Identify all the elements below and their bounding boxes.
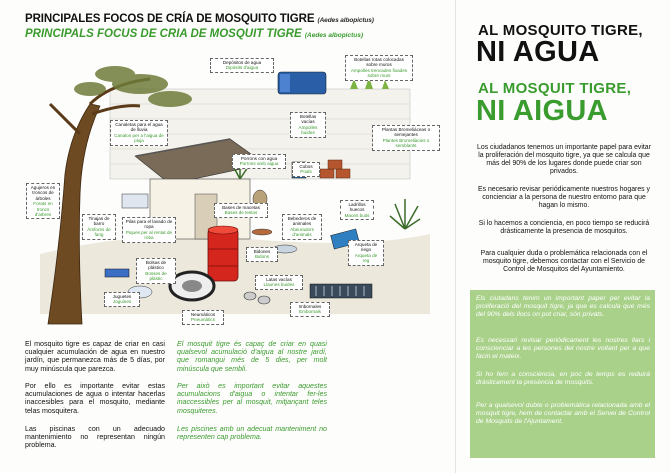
title-catalan-sub: (Aedes albopictus) xyxy=(304,32,364,39)
label-bromeliads: Plantas Bromeliáceas o semejantes Plantes Bromeliàcies o semblants xyxy=(372,125,440,151)
red-drum xyxy=(208,229,238,281)
label-water-tanks: Depósitos de agua Dipòsits d'aigua xyxy=(210,58,274,73)
garden-illustration xyxy=(20,44,440,334)
right-paragraph-es-3: Si lo hacemos a conciencia, en poco tiempo se reducirá drásticamente la presencia de mosquitos. xyxy=(478,220,650,235)
right-paragraph-ca-4: Per a qualsevol dubte o problemàtica relacionada amb el mosquit tigre, hem de contactar amb el Servei de Control de Mosquits de l'Ajuntament. xyxy=(476,402,650,425)
title-spanish xyxy=(25,13,374,25)
label-hollow-bricks: Ladrillos huecos Maons buits xyxy=(340,200,374,220)
label-drums: Bidones Bidons xyxy=(246,247,278,262)
left-paragraph-ca-3: Les piscines amb un adecuat manteniment no representen cap problema. xyxy=(177,425,327,442)
title-catalan xyxy=(25,28,363,40)
label-empty-cans: Latas vacías Llaunes buides xyxy=(255,275,303,290)
label-pot-bases: Bases de macetas Bases de testos xyxy=(214,203,268,218)
left-paragraph-es-2: Por ello es importante evitar estas acumulaciones de agua o intentar hacerlas inaccesibles para el mosquito, mediante telas mosquitera. xyxy=(25,382,165,415)
label-empty-bottles: Botellas vacías Ampolles buides xyxy=(290,112,326,138)
label-plastic-bags: Bolsas de plástico Bosses de plàstic xyxy=(136,258,176,284)
wash-sink xyxy=(122,194,148,208)
right-paragraph-ca-2: Es necessari revisar periòdicament les nostres llars i conscienciar a les persones del nostre voltant per a que facin el mateix. xyxy=(476,337,650,360)
title-spanish-main: PRINCIPALES FOCOS DE CRÍA DE MOSQUITO TIGRE xyxy=(25,13,315,25)
right-paragraph-ca-3: Si ho fem a consciència, en poc de temps es reduirà dràsticament la presència de mosquits. xyxy=(476,371,650,386)
left-paragraph-es-3: Las piscinas con un adecuado mantenimiento no representan ningún problema. xyxy=(25,425,165,450)
right-paragraph-es-2: Es necesario revisar periódicamente nuestros hogares y concienciar a la persona de nuestro entorno para que hagan lo mismo. xyxy=(478,186,650,209)
toy xyxy=(105,269,129,277)
label-broken-bottles: Botellas rotas colocadas sobre muros Ampolles trencades fixades sobre murs xyxy=(345,55,413,81)
label-buckets: Cubos Poals xyxy=(292,162,320,177)
headline-ca-line2: NI AIGUA xyxy=(476,95,608,127)
label-clay-jars: Tinajas de barro Àmfores de fang xyxy=(82,214,116,240)
label-tyres: Neumáticos Pneumàtics xyxy=(182,310,224,325)
label-toys: Juguetes Joguines xyxy=(104,292,140,307)
label-tree-holes: Agujeros en troncos de árboles Forats en troncs d'arbres xyxy=(26,183,60,219)
label-animal-troughs: Bebederos de animales Abeuradors d'animals xyxy=(282,214,322,240)
left-paragraph-ca-2: Per això es important evitar aquestes acumulacions d'aigua o intentar fer-les inaccessibles per al mosquit, mitjançant teles mosquiteres. xyxy=(177,382,327,415)
left-paragraph-es-1: El mosquito tigre es capaz de criar en casi cualquier acumulación de agua en nuestro jardín, que permanezca más de 5 días, por muy minúscula que parezca. xyxy=(25,340,165,373)
drain-grate xyxy=(310,284,372,298)
headline-es-line1: AL MOSQUITO TIGRE, xyxy=(478,22,643,39)
right-paragraph-ca-1: Els ciutadans tenim un important paper per evitar la proliferació del mosquit tigre, ja que es calcula que més del 90% dels llocs on pot criar, són privats. xyxy=(476,295,650,318)
label-irrigation-box: Arqueta de riego Arqueta de reg xyxy=(348,240,384,266)
pot-base xyxy=(252,229,272,235)
headline-es-line2: NI AGUA xyxy=(476,36,600,68)
left-paragraph-ca-1: El mosquit tigre és capaç de criar en quasi qualsevol acumulació d'aigua al nostre jardí, que romangui més de 5 dies, per molt minúscula que sembli. xyxy=(177,340,327,373)
label-drains: Imbornales Embornals xyxy=(290,302,330,317)
title-catalan-main: PRINCIPALS FOCUS DE CRIA DE MOSQUIT TIGRE xyxy=(25,28,302,40)
label-porrons: Porrons con agua Porrons amb aigua xyxy=(232,154,286,169)
title-spanish-sub: (Aedes albopictus) xyxy=(317,17,374,24)
right-paragraph-es-4: Para cualquier duda o problemática relacionada con el mosquito tigre, debemos contactar con el Servicio de Control de Mosquitos del Ayuntamiento. xyxy=(480,250,648,273)
bromeliad-plant xyxy=(390,199,420,229)
label-wash-sinks: Pilas para el lavado de ropa Piques per al rentat de roba xyxy=(122,217,176,243)
headline-ca-line1: AL MOSQUIT TIGRE, xyxy=(478,80,632,97)
label-gutters: Canaletas para el agua de lluvia Canalon per a l'aigua de pluja xyxy=(110,120,168,146)
right-paragraph-es-1: Los ciudadanos tenemos un importante papel para evitar la proliferación del mosquito tigre, ya que se calcula que más del 90% de los lugares donde puede criar son privados. xyxy=(477,144,651,175)
